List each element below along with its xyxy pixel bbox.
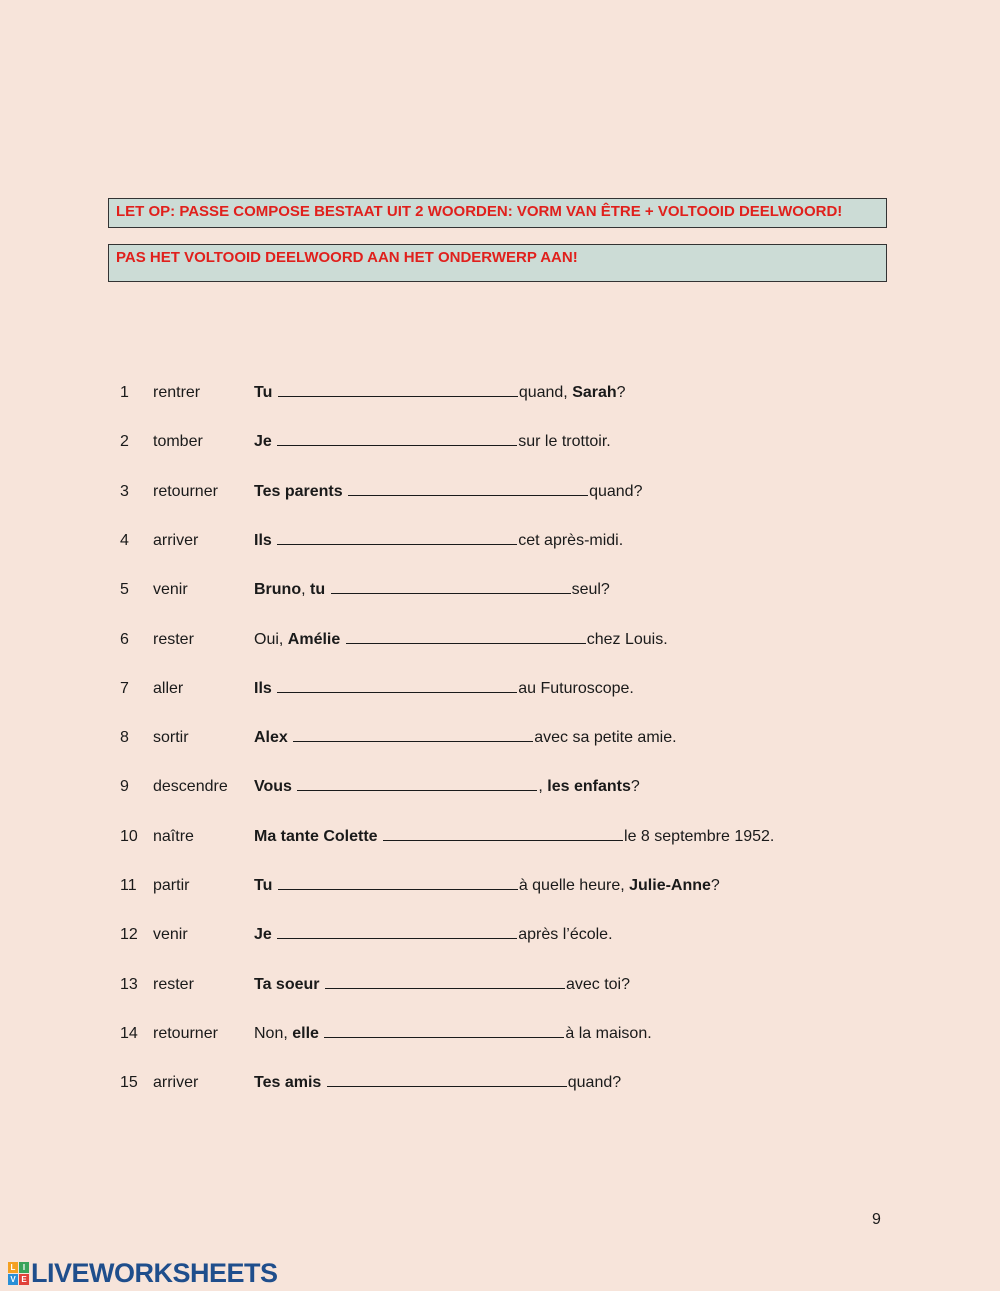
answer-blank[interactable]: [325, 986, 565, 989]
answer-blank[interactable]: [277, 443, 517, 446]
sentence-bold-text: Ta soeur: [254, 975, 320, 993]
exercise-number: 1: [120, 384, 129, 401]
logo-mark-icon: L I V E: [8, 1262, 29, 1285]
sentence-text: le 8 septembre 1952.: [624, 827, 775, 845]
notice-text-1: LET OP: PASSE COMPOSE BESTAAT UIT 2 WOORDEN: VORM VAN ÊTRE + VOLTOOID DEELWOORD!: [116, 203, 843, 220]
page-number: 9: [872, 1211, 881, 1228]
sentence-text: après l’école.: [518, 926, 613, 944]
exercise-number: 14: [120, 1024, 138, 1042]
exercise-verb: rester: [153, 975, 194, 993]
answer-blank[interactable]: [277, 542, 517, 545]
exercise-verb: retourner: [153, 482, 218, 500]
answer-blank[interactable]: [348, 493, 588, 496]
sentence-text: avec toi?: [565, 975, 630, 993]
exercise-sentence: [254, 380, 626, 406]
sentence-text: [272, 926, 276, 943]
sentence-text: avec sa petite amie.: [534, 729, 677, 747]
sentence-bold-text: Amélie: [287, 630, 341, 648]
sentence-text: [292, 778, 296, 795]
sentence-bold-text: Ils: [254, 679, 272, 697]
answer-blank[interactable]: [383, 838, 623, 841]
sentence-bold-text: Vous: [254, 778, 292, 796]
exercise-verb: descendre: [153, 778, 228, 796]
exercise-verb: arriver: [153, 531, 199, 549]
sentence-bold-text: Bruno: [254, 581, 302, 599]
sentence-text: chez Louis.: [586, 630, 668, 648]
sentence-text: ?: [630, 778, 640, 796]
exercise-verb: arriver: [153, 1074, 199, 1092]
answer-blank[interactable]: [324, 1035, 564, 1038]
exercise-sentence: [254, 972, 630, 998]
exercise-sentence: [254, 824, 774, 850]
exercise-sentence: [254, 528, 623, 554]
exercise-sentence: [254, 1021, 652, 1047]
sentence-bold-text: tu: [310, 581, 326, 599]
sentence-bold-text: Julie-Anne: [629, 877, 711, 894]
sentence-text: ?: [616, 384, 626, 401]
sentence-bold-text: Tes parents: [254, 482, 343, 500]
sentence-text: [272, 532, 276, 549]
exercise-sentence: [254, 1070, 621, 1096]
sentence-text: Oui,: [254, 630, 288, 648]
exercise-verb: rentrer: [153, 384, 201, 401]
sentence-text: [288, 729, 292, 746]
exercise-sentence: [254, 429, 611, 455]
exercise-number: 9: [120, 778, 129, 796]
sentence-text: à quelle heure,: [518, 877, 630, 894]
exercise-number: 5: [120, 581, 129, 599]
exercise-number: 2: [120, 433, 129, 451]
sentence-text: [272, 384, 276, 401]
exercise-sentence: [254, 774, 640, 800]
sentence-text: cet après-midi.: [518, 531, 624, 549]
sentence-text: ,: [301, 581, 310, 599]
exercise-verb: rester: [153, 630, 194, 648]
exercise-number: 3: [120, 482, 129, 500]
answer-blank[interactable]: [327, 1084, 567, 1087]
notice-box-2: [108, 244, 887, 282]
exercise-number: 10: [120, 827, 138, 845]
exercise-number: 7: [120, 679, 129, 697]
exercise-number: 11: [120, 877, 137, 894]
exercise-verb: tomber: [153, 433, 203, 451]
answer-blank[interactable]: [277, 690, 517, 693]
sentence-text: ,: [538, 778, 548, 796]
sentence-text: [272, 433, 276, 450]
exercise-sentence: [254, 577, 610, 603]
sentence-bold-text: Ils: [254, 531, 272, 549]
sentence-text: à la maison.: [565, 1024, 652, 1042]
sentence-bold-text: Sarah: [572, 384, 617, 401]
answer-blank[interactable]: [297, 788, 537, 791]
sentence-text: [378, 828, 382, 845]
sentence-text: [343, 483, 347, 500]
exercise-verb: sortir: [153, 729, 189, 747]
answer-blank[interactable]: [346, 641, 586, 644]
exercise-sentence: [254, 627, 668, 653]
answer-blank[interactable]: [278, 887, 518, 890]
sentence-bold-text: Tes amis: [254, 1074, 322, 1092]
exercise-sentence: [254, 873, 720, 899]
sentence-text: quand?: [589, 482, 643, 500]
sentence-bold-text: Alex: [254, 729, 288, 747]
sentence-text: Non,: [254, 1024, 293, 1042]
notice-box-1: [108, 198, 887, 228]
sentence-text: quand?: [567, 1074, 622, 1092]
sentence-bold-text: Ma tante Colette: [254, 827, 378, 845]
exercise-verb: aller: [153, 679, 184, 697]
sentence-text: au Futuroscope.: [518, 679, 634, 697]
notice-text-2: PAS HET VOLTOOID DEELWOORD AAN HET ONDERWERP AAN!: [116, 249, 578, 266]
sentence-text: [340, 631, 344, 648]
exercise-number: 12: [120, 926, 138, 944]
exercise-number: 6: [120, 630, 129, 648]
exercise-sentence: [254, 479, 642, 505]
exercise-number: 4: [120, 531, 129, 549]
sentence-bold-text: Je: [254, 433, 272, 451]
sentence-text: seul?: [571, 581, 610, 599]
sentence-text: sur le trottoir.: [518, 433, 611, 451]
sentence-text: [320, 976, 324, 993]
sentence-bold-text: Tu: [254, 384, 273, 401]
sentence-text: [325, 581, 329, 598]
exercise-sentence: [254, 676, 634, 702]
liveworksheets-logo: [8, 1258, 278, 1288]
answer-blank[interactable]: [278, 394, 518, 397]
exercise-number: 8: [120, 729, 129, 747]
exercise-number: 15: [120, 1074, 138, 1092]
exercise-sentence: [254, 725, 677, 751]
sentence-bold-text: les enfants: [547, 778, 631, 796]
sentence-text: [272, 877, 276, 894]
sentence-bold-text: Tu: [254, 877, 273, 894]
sentence-text: quand,: [518, 384, 573, 401]
sentence-text: ?: [710, 877, 720, 894]
answer-blank[interactable]: [277, 936, 517, 939]
sentence-text: [319, 1025, 323, 1042]
exercise-sentence: [254, 922, 613, 948]
logo-text: LIVEWORKSHEETS: [31, 1257, 278, 1288]
sentence-bold-text: Je: [254, 926, 272, 944]
sentence-text: [321, 1074, 325, 1091]
exercise-verb: naître: [153, 827, 194, 845]
answer-blank[interactable]: [331, 591, 571, 594]
sentence-bold-text: elle: [292, 1024, 319, 1042]
exercise-verb: partir: [153, 877, 190, 894]
answer-blank[interactable]: [293, 739, 533, 742]
exercise-verb: venir: [153, 581, 188, 599]
exercise-verb: retourner: [153, 1024, 218, 1042]
sentence-text: [272, 680, 276, 697]
exercise-verb: venir: [153, 926, 188, 944]
exercise-number: 13: [120, 975, 138, 993]
